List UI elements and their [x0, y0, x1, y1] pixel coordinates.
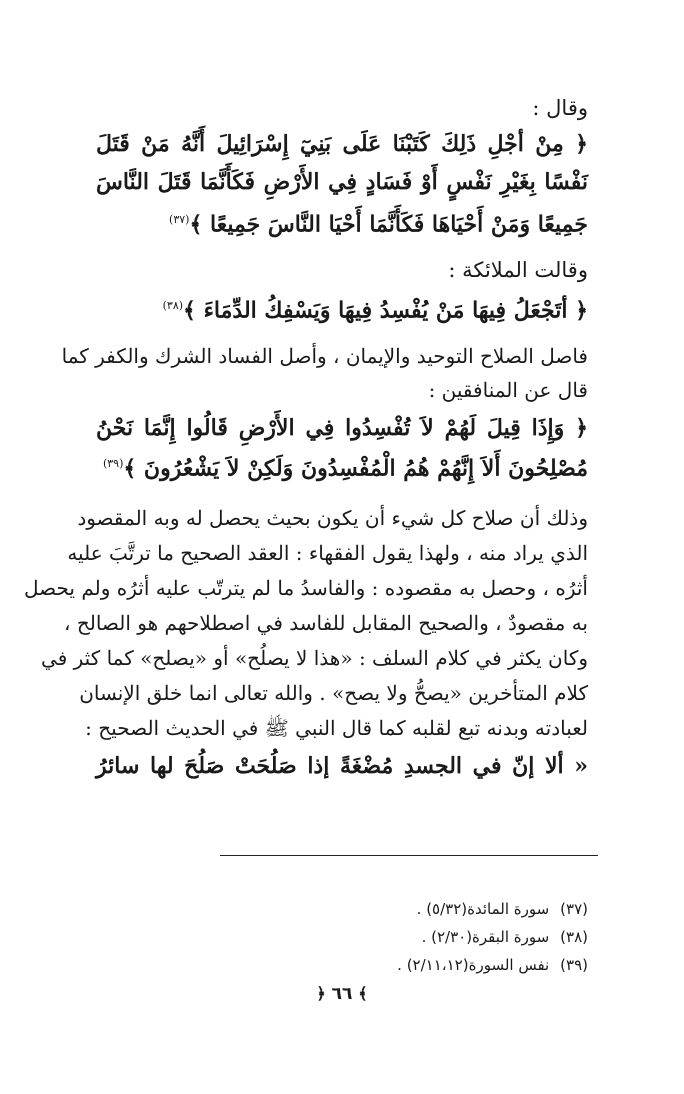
paragraph-2-line-6: كلام المتأخرين «يصحُّ ولا يصح» . والله تعالى انما خلق الإنسان [79, 681, 588, 705]
paragraph-1-line-1: فاصل الصلاح التوحيد والإيمان ، وأصل الفساد الشرك والكفر كما [61, 344, 588, 368]
ornament-right: ﴾ [358, 984, 368, 1003]
page-number [292, 984, 392, 1004]
verse-1-line-3 [96, 204, 588, 240]
footnote-38-text: سورة البقرة(٢/٣٠) . [421, 928, 550, 946]
paragraph-2-line-2: الذي يراد منه ، ولهذا يقول الفقهاء : العقد الصحيح ما ترتَّبَ عليه [67, 541, 588, 565]
verse-1-line-2: نَفْسًا بِغَيْرِ نَفْسٍ أَوْ فَسَادٍ فِي الأَرْضِ فَكَأَنَّمَا قَتَلَ النَّاسَ [96, 169, 588, 195]
footnote-39 [168, 954, 588, 976]
footnote-39-number: (٣٩) [560, 956, 588, 974]
verse-3-line-2-text: مُصْلِحُونَ أَلاَ إِنَّهُمْ هُمُ الْمُفْسِدُونَ وَلَكِنْ لاَ يَشْعُرُونَ ﴾ [123, 455, 588, 482]
footnote-divider [220, 855, 598, 856]
paragraph-2-line-3: أثرُه ، وحصل به مقصوده : والفاسدُ ما لم يترتّب عليه أثرُه ولم يحصل [24, 576, 588, 600]
verse-3-line-2 [96, 448, 588, 484]
paragraph-2-line-4: به مقصودٌ ، والصحيح المقابل للفاسد في اصطلاحهم هو الصالح ، [64, 611, 588, 635]
footnote-38-number: (٣٨) [560, 928, 588, 946]
verse-1-line-3-text: جَمِيعًا وَمَنْ أَحْيَاهَا فَكَأَنَّمَا أَحْيَا النَّاسَ جَمِيعًا ﴾ [189, 211, 588, 238]
verse-2-text: ﴿ أتَجْعَلُ فِيهَا مَنْ يُفْسِدُ فِيهَا وَيَسْفِكُ الدِّمَاءَ ﴾ [183, 297, 588, 324]
intro-line-2: وقالت الملائكة : [448, 258, 588, 282]
footnote-37 [168, 898, 588, 920]
footnote-ref-39: (٣٩) [102, 457, 124, 470]
paragraph-2-line-5: وكان يكثر في كلام السلف : «هذا لا يصلُح» أو «يصلح» كما كثر في [41, 646, 588, 670]
intro-line-1: وقال : [532, 96, 588, 120]
verse-1-line-1: ﴿ مِنْ أجْلِ ذَلِكَ كَتَبْنَا عَلَى بَنِيٓ إِسْرَائِيلَ أَنَّهُ مَنْ قَتَلَ [96, 131, 588, 157]
ornament-left: ﴿ [316, 984, 326, 1003]
paragraph-2-line-1: وذلك أن صلاح كل شيء أن يكون بحيث يحصل له وبه المقصود [77, 506, 588, 530]
verse-3-line-1: ﴿ وَإِذَا قِيلَ لَهُمْ لاَ تُفْسِدُوا فِي الأَرْضِ قَالُوا إِنَّمَا نَحْنُ [96, 415, 588, 441]
footnote-ref-37: (٣٧) [169, 213, 190, 226]
footnote-38 [168, 926, 588, 948]
paragraph-2-line-7: لعبادته وبدنه تبع لقلبه كما قال النبي ﷺ في الحديث الصحيح : [85, 716, 588, 740]
footnote-37-text: سورة المائدة(٥/٣٢) . [416, 900, 550, 918]
hadith-line: « ألا إنّ في الجسدِ مُضْغَةً إذا صَلُحَتْ صَلُحَ لها سائرُ [96, 753, 588, 779]
footnote-39-text: نفس السورة(٢/١١،١٢) . [397, 956, 550, 974]
paragraph-1-line-2: قال عن المنافقين : [428, 378, 588, 402]
verse-2 [96, 290, 588, 326]
footnote-ref-38: (٣٨) [162, 299, 184, 312]
footnote-37-number: (٣٧) [560, 900, 588, 918]
page-number-value: ٦٦ [331, 984, 353, 1004]
